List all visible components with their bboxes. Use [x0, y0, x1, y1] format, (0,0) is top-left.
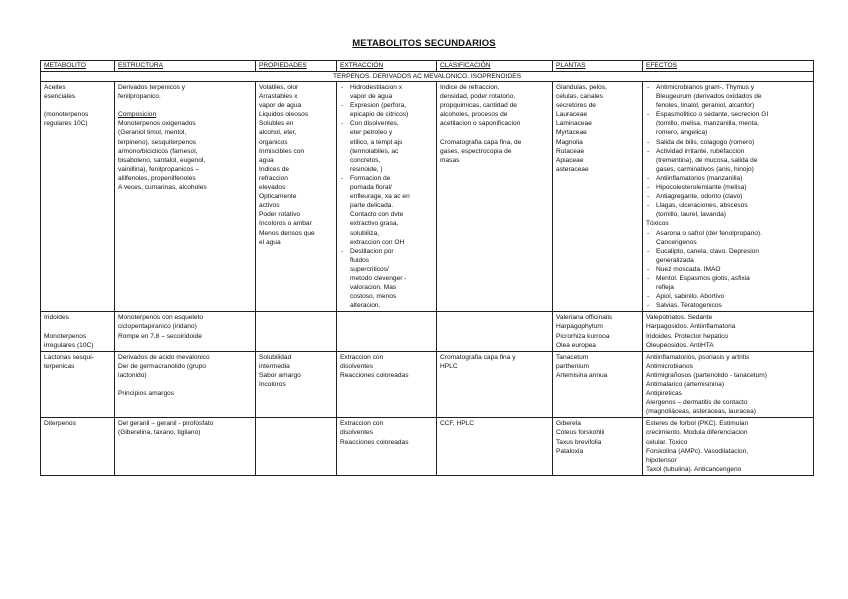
list-item-line: - Apiol, sabinilo. Abortivo	[656, 293, 725, 301]
cell-line: Giberela	[556, 420, 581, 428]
list-item-line: extraccion con OH	[350, 238, 405, 246]
list-item-line: extractivo grasa,	[350, 220, 399, 228]
cell-line: Rompe en 7,8 – secoiridoide	[118, 332, 202, 340]
cell-line: Volatiles, olor	[259, 84, 299, 91]
header-row	[41, 61, 814, 72]
table-row	[41, 351, 814, 418]
cell-line: Derivados de acido mevalonico	[118, 353, 210, 361]
cell-line: Arrastables x	[259, 93, 298, 101]
cell-line: Monoterpenos	[44, 332, 87, 340]
list-item-line: (termolabiles, ac	[350, 147, 399, 155]
cell-line: asteraceae	[556, 165, 589, 173]
cell-line: Picrorhiza kurrooa	[556, 332, 610, 340]
list-item-line: (trementina), de mucosa, salida de	[656, 156, 758, 164]
cell-line: Taxus brevifolia	[556, 438, 602, 446]
propiedades-cell	[256, 418, 337, 476]
estructura-cell	[115, 418, 256, 476]
cell-line: Lauraceae	[556, 111, 588, 119]
cell-line: Diterpenos	[44, 420, 76, 428]
list-item-line: parte delicada.	[350, 202, 394, 210]
cell-line: Valepotriatos. Sedante	[646, 314, 713, 322]
cell-line: densidad, poder rotatorio,	[440, 93, 516, 101]
list-item-line: - Expresion (perfora,	[350, 102, 407, 110]
list-item-line: - Antiinflamatorios (manzanilla)	[656, 174, 743, 182]
cell-line: Cromatografia capa fina, de	[440, 138, 522, 146]
cell-line: Der de germacranolido (grupo	[118, 362, 206, 370]
column-header: CLASIFICACIÓN	[437, 61, 553, 72]
list-item	[646, 292, 810, 301]
cell-line: intermedia	[259, 362, 290, 370]
list-item-line: refleja	[656, 284, 674, 292]
list-item	[340, 247, 433, 311]
cell-line: Solubles en	[259, 120, 294, 128]
list-item	[646, 265, 810, 274]
cell-line: parthenium	[556, 362, 589, 370]
metabolito-cell	[41, 82, 115, 312]
cell-line: (magnoliáceas, asteraceas, lauracea)	[646, 408, 756, 416]
cell-line: secretores de	[556, 102, 596, 110]
list-item-line: epicapio de citricos)	[350, 111, 409, 119]
cell-line: regulares 10C)	[44, 120, 88, 128]
plantas-cell	[553, 418, 643, 476]
cell-line: Taxol (tubulina). Anticancerigeno	[646, 465, 742, 473]
cell-line: A veces, cumarinas, alcoholes	[118, 184, 207, 192]
cell-line: Antimicrobianos	[646, 362, 693, 370]
list-item-line: - Antiagregante, odonto (clavo)	[656, 193, 743, 201]
plantas-cell	[553, 351, 643, 418]
cell-line: celulas, canales	[556, 93, 603, 101]
list-item-line: pomada floral/	[350, 184, 392, 192]
cell-line: Lactonas sesqui-	[44, 353, 94, 361]
cell-line: acetilacion o saponificacion	[440, 120, 521, 128]
list-item-line: supercriticos/	[350, 265, 389, 273]
clasificacion-cell	[437, 351, 553, 418]
list-item-line: generalizada	[656, 256, 694, 264]
list-item-line: romero, angelica)	[656, 129, 708, 137]
cell-line: a/mono/biciclicos (farnesol,	[118, 147, 198, 155]
cell-line: disolventes	[340, 429, 373, 437]
cell-line: Pataloxia	[556, 447, 584, 455]
list-item-line: - Hidrodestilacion x	[350, 84, 403, 91]
list-item-line: - Eucalipto, canela, clavo. Depresion	[656, 247, 759, 255]
column-header: PLANTAS	[553, 61, 643, 72]
cell-line: Inmiscibles con	[259, 147, 305, 155]
cell-line: refraccion	[259, 174, 288, 182]
table-row	[41, 418, 814, 476]
cell-line: organicos	[259, 138, 288, 146]
cell-line: Glandulas, pelos,	[556, 84, 607, 91]
cell-line: Aceites	[44, 84, 66, 91]
list-item	[646, 274, 810, 292]
cell-line: activos	[259, 202, 280, 210]
cell-line: elevados	[259, 184, 286, 192]
extraccion-cell	[337, 351, 437, 418]
list-item-line: vapor de agua	[350, 93, 393, 101]
cell-line: Sabor amargo	[259, 371, 301, 379]
cell-line: (Giberelina, taxano, tigliano)	[118, 429, 201, 437]
list-item	[646, 183, 810, 192]
efectos-cell	[643, 418, 814, 476]
list-item-line: resinoide, )	[350, 165, 383, 173]
cell-line: agua	[259, 156, 274, 164]
cell-line: Alergenos – dermatitis de contacto	[646, 399, 748, 407]
list-item-line: - Llagas, ulceraciones, abscesos	[656, 202, 748, 210]
cell-line: Forskolina (AMPc). Vasodilatacion,	[646, 447, 749, 455]
plantas-cell	[553, 82, 643, 312]
table-row	[41, 312, 814, 351]
cell-line: Opticamente	[259, 193, 297, 201]
cell-line: propquimicas, cantidad de	[440, 102, 517, 110]
cell-line	[440, 128, 549, 137]
estructura-cell	[115, 312, 256, 351]
cell-line: terpenicas	[44, 362, 75, 370]
cell-line: Extraccion con	[340, 353, 384, 361]
list-item-line: - Espasmolitico o sedante, secrecion GI	[656, 111, 769, 119]
cell-line: celular. Toxico	[646, 438, 688, 446]
cell-line: Extraccion con	[340, 420, 384, 428]
list-item-line: - Salvias. Teratogenicos	[656, 302, 722, 310]
cell-line: alilfenoles, propenilfenoles	[118, 174, 196, 182]
cell-line	[44, 322, 111, 331]
cell-line: Poder rotativo	[259, 211, 301, 219]
cell-line: hipotensor	[646, 456, 677, 464]
cell-line: Antimigrañosos (partenolido - tanacetum)	[646, 371, 767, 379]
list-item-line: - Mentol. Espasmos glotis, asfixia	[656, 274, 750, 282]
list-item-line: Cancerigenos	[656, 238, 697, 246]
cell-line: irregulares (10C)	[44, 341, 94, 349]
list-item-line: - Hipocolesterolemiante (melisa)	[656, 184, 747, 192]
cell-line: Indices de	[259, 165, 290, 173]
cell-line: alcohol, eter,	[259, 129, 297, 137]
list-item	[340, 101, 433, 119]
cell-line: Reacciones coloreadas	[340, 438, 409, 446]
extraccion-cell	[337, 82, 437, 312]
cell-line: Iridoides. Protector hepatico	[646, 332, 729, 340]
cell-line: Del geranil – geranil - pirofosfato	[118, 420, 214, 428]
list-item	[340, 83, 433, 101]
column-header: ESTRUCTURA	[115, 61, 256, 72]
cell-line: el agua	[259, 238, 281, 246]
cell-line: gases, espectrocopia de	[440, 147, 512, 155]
cell-line: Antiinflamatorios, psoriasis y artritis	[646, 353, 750, 361]
cell-line: Esteres de forbol (PKC). Estimulan	[646, 420, 749, 428]
list-item-line: etilico, a templ ajs	[350, 138, 403, 146]
cell-line: Laminaceae	[556, 120, 592, 128]
list-item-line: fenoles, linalol, geraniol, alcanfor)	[656, 102, 755, 110]
cell-line: Incoloros	[259, 381, 286, 388]
metabolito-cell	[41, 312, 115, 351]
list-item	[340, 174, 433, 247]
cell-line: Antipireticas	[646, 390, 682, 398]
list-item	[646, 174, 810, 183]
cell-line: Incoloros o ambar	[259, 220, 312, 228]
cell-line: terpineno), sesquiterpenos	[118, 138, 197, 146]
table-row	[41, 82, 814, 312]
clasificacion-cell	[437, 312, 553, 351]
cell-line: Magnolia	[556, 138, 583, 146]
column-header: PROPIEDADES	[256, 61, 337, 72]
cell-line: Antimalarico (artemisinina)	[646, 381, 725, 388]
list-item-line: - Nuez moscada. IMAO	[656, 265, 721, 273]
cell-line: Indice de refraccion,	[440, 84, 500, 91]
cell-line: Apiaceae	[556, 156, 584, 164]
list-item-line: - Actividad irritante, rubefaccion	[656, 147, 745, 155]
clasificacion-cell	[437, 418, 553, 476]
cell-line: esenciales	[44, 93, 76, 101]
list-item	[646, 110, 810, 137]
list-item-line: - Asarona o safrol (der fenolpropano).	[656, 229, 762, 237]
toxicos-label: Tóxicos	[646, 220, 669, 228]
composicion-heading: Composicion	[118, 111, 157, 119]
metabolito-cell	[41, 351, 115, 418]
cell-line: Iridoides	[44, 314, 69, 322]
efectos-cell	[643, 351, 814, 418]
section-label: TERPENOS. DERIVADOS AC MEVALONICO. ISOPRENOIDES	[41, 72, 814, 82]
list-item-line: (tomillo, laurel, lavanda)	[656, 211, 726, 219]
cell-line: Rutaceae	[556, 147, 585, 155]
list-item-line: metodo clevenger -	[350, 274, 407, 282]
column-header: EFECTOS	[643, 61, 814, 72]
list-item	[646, 192, 810, 201]
cell-line: (Geraniol timol, mentol,	[118, 129, 187, 137]
document-title: METABOLITOS SECUNDARIOS	[352, 38, 496, 49]
cell-line: lactonido)	[118, 371, 147, 379]
list-item	[646, 147, 810, 174]
extraccion-cell	[337, 312, 437, 351]
cell-line: CCF, HPLC	[440, 420, 475, 428]
cell-line: HPLC	[440, 362, 458, 370]
cell-line: Oleupeosidos. AntiHTA	[646, 341, 714, 349]
cell-line: alcoholes, procesos de	[440, 111, 508, 119]
list-item-line: Bleugeurum (derivados oxidados de	[656, 93, 762, 101]
cell-line: Tanacetum	[556, 353, 589, 361]
cell-line: Principios amargos	[118, 390, 175, 398]
cell-line: Solubilidad	[259, 353, 292, 361]
list-item-line: gases, carminativos (anis, hinojo)	[656, 165, 754, 173]
list-item-line: Contacto con dvte	[350, 211, 404, 219]
list-item-line: eter petroleo y	[350, 129, 393, 137]
estructura-cell	[115, 82, 256, 312]
cell-line: Monoterpenos oxigenados	[118, 120, 196, 128]
list-item-line: solubiliza,	[350, 229, 379, 237]
cell-line: Harpagophytum	[556, 323, 603, 331]
clasificacion-cell	[437, 82, 553, 312]
column-header: METABOLITO	[41, 61, 115, 72]
cell-line: Liquidos oleosos	[259, 111, 309, 119]
list-item-line: (tomillo, melisa, manzanilla, menta,	[656, 120, 759, 128]
cell-line: bisaboleno, santalol, eugenol,	[118, 156, 206, 164]
list-item-line: valoracion. Mas	[350, 284, 397, 292]
extraccion-cell	[337, 418, 437, 476]
cell-line: Harpagosidos. Antiinflamatoria	[646, 323, 736, 331]
list-item	[646, 229, 810, 247]
cell-line: Artemisina annua	[556, 371, 608, 379]
efectos-cell	[643, 82, 814, 312]
list-item	[646, 83, 810, 110]
cell-line: Menos densos que	[259, 229, 315, 237]
metabolito-cell	[41, 418, 115, 476]
list-item-line: - Salida de bilis, colagogo (romero)	[656, 138, 755, 146]
cell-line: Reacciones coloreadas	[340, 371, 409, 379]
cell-line: vapor de agua	[259, 102, 302, 110]
list-item-line: enfleurage, xa ac en	[350, 193, 410, 201]
cell-line: Valeriana officinalis	[556, 314, 613, 322]
list-item-line: - Antimicrobianos gram-, Thymus y	[656, 84, 755, 91]
plantas-cell	[553, 312, 643, 351]
cell-line	[118, 380, 252, 389]
list-item-line: concretos,	[350, 156, 381, 164]
list-item-line: - Con disolventes,	[350, 120, 399, 128]
list-item	[340, 119, 433, 174]
column-header: EXTRACCIÓN	[337, 61, 437, 72]
list-item-line: alteracion.	[350, 302, 381, 310]
cell-line: ciclopentapiranico (iridano)	[118, 323, 197, 331]
list-item-line: - Formacion de	[350, 174, 391, 182]
cell-line: crecimiento. Modula diferenciacion	[646, 429, 748, 437]
propiedades-cell	[256, 82, 337, 312]
list-item	[646, 247, 810, 265]
list-item	[646, 201, 810, 219]
section-row	[41, 72, 814, 82]
cell-line: fenilpropanico.	[118, 93, 161, 101]
propiedades-cell	[256, 312, 337, 351]
estructura-cell	[115, 351, 256, 418]
cell-line: Myrtaceae	[556, 129, 587, 137]
list-item	[646, 138, 810, 147]
metabolites-table	[40, 60, 814, 476]
list-item-line: costoso, menos	[350, 293, 397, 301]
cell-line	[44, 101, 111, 110]
cell-line: Coleus forskohlii	[556, 429, 605, 437]
list-item	[646, 301, 810, 310]
cell-line: vainillina), fenilpropanicos –	[118, 165, 200, 173]
propiedades-cell	[256, 351, 337, 418]
list-item-line: fluidos	[350, 256, 370, 264]
cell-line: disolventes	[340, 362, 373, 370]
efectos-cell	[643, 312, 814, 351]
cell-line: Olea europea	[556, 341, 596, 349]
cell-line: Derivados terpenicos y	[118, 84, 186, 91]
cell-line: Cromatografia capa fina y	[440, 353, 516, 361]
cell-line: Monoterpenos con esqueleto	[118, 314, 204, 322]
list-item-line: - Destilacion por	[350, 247, 394, 255]
cell-line: (monoterpenos	[44, 111, 89, 119]
cell-line: masas	[440, 156, 460, 164]
